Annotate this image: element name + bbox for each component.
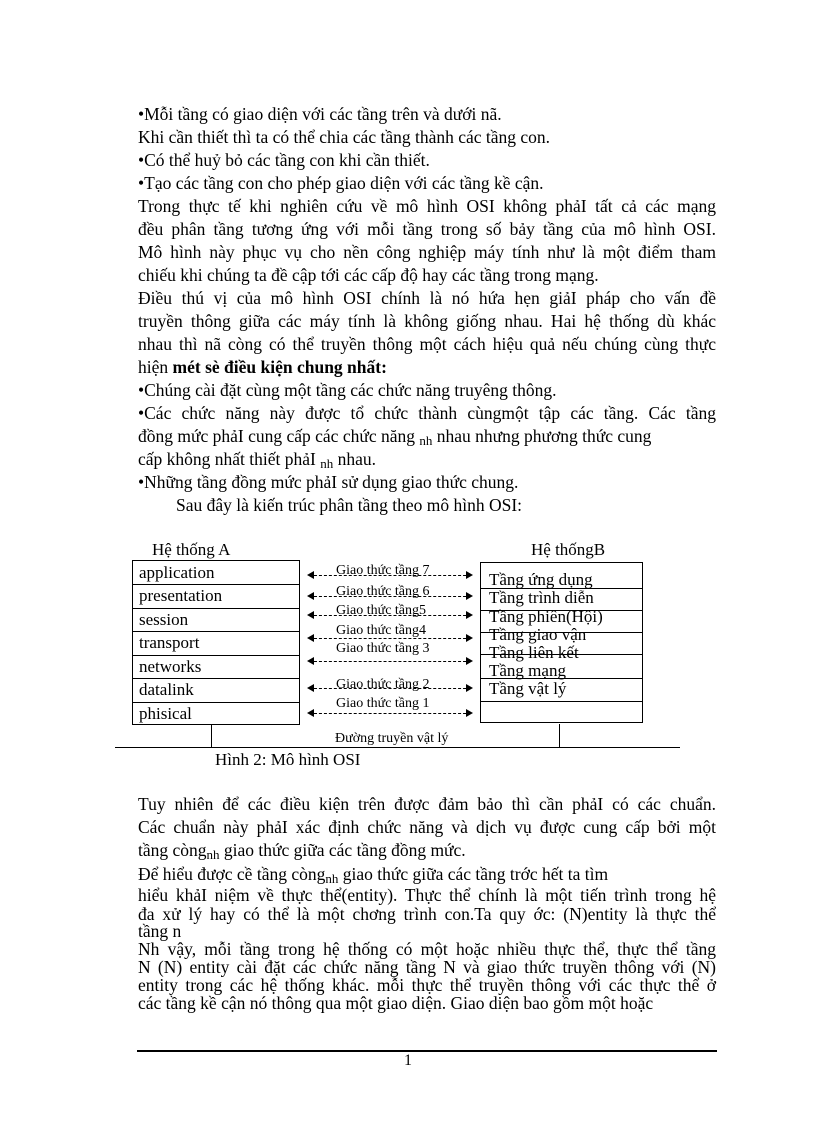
bold-text: mét sè điều kiện chung nhất: xyxy=(172,357,387,377)
text-line: •Chúng cài đặt cùng một tầng các chức năng truyêng thông. xyxy=(138,380,557,400)
text-line: Tuy nhiên để các điều kiện trên được đảm bảo thì cần phảI có các chuẩn. xyxy=(138,794,716,814)
text-span: nhau nhưng phương thức cung xyxy=(432,426,652,446)
layer-b-presentation: Tầng trình diễn xyxy=(489,588,594,607)
text-line: đều phân tầng tương ứng với mỗi tầng trong số bảy tầng của mô hình OSI. xyxy=(138,219,716,239)
protocol-arrow-2 xyxy=(309,688,471,689)
protocol-label-5: Giao thức tầng5 xyxy=(336,603,427,618)
text-line: Mô hình này phục vụ cho nền công nghiệp máy tính như là một điểm tham xyxy=(138,242,716,262)
text-line: nhau thì nã còng có thể truyền thông một cách hiệu quả nếu chúng cùng thực xyxy=(138,334,716,354)
layer-divider xyxy=(133,655,299,656)
text-line: đa xử lý hay có thể là một chơng trình con.Ta quy ớc: (N)entity là thực thể xyxy=(138,904,716,924)
text-line-with-sub xyxy=(138,448,376,472)
layer-divider xyxy=(133,608,299,609)
text-line: Các chuẩn này phảI xác định chức năng và dịch vụ được cung cấp bởi một xyxy=(138,817,716,837)
layer-a-datalink: datalink xyxy=(139,680,194,699)
text-span: cấp không nhất thiết phảI xyxy=(138,449,321,469)
text-line: entity trong các hệ thống khác. mỗi thực thể truyền thông với các thực thể ở xyxy=(138,975,716,995)
protocol-label-4: Giao thức tầng4 xyxy=(336,623,427,638)
text-line: Nh vậy, mỗi tầng trong hệ thống có một hoặc nhiều thực thể, thực thể tầng xyxy=(138,939,716,959)
text-line-with-sub xyxy=(138,425,651,449)
text-line: các tầng kề cận nó thông qua một giao diện. Giao diện bao gồm một hoặc xyxy=(138,993,654,1013)
layer-divider xyxy=(481,701,642,702)
protocol-arrow-6 xyxy=(309,596,471,597)
text-line: N (N) entity cài đặt các chức năng tầng N và giao thức truyền thông với (N) xyxy=(138,957,716,977)
text-line-with-sub xyxy=(138,839,466,863)
sub-text: nh xyxy=(419,433,433,448)
sub-text: nh xyxy=(325,871,339,886)
system-b-label: Hệ thốngB xyxy=(531,540,606,559)
text-line-with-bold xyxy=(138,356,387,378)
protocol-arrow-4 xyxy=(309,638,471,639)
layer-a-transport: transport xyxy=(139,633,200,652)
protocol-label-3: Giao thức tầng 3 xyxy=(336,641,430,656)
medium-connector-b xyxy=(559,724,560,747)
layer-a-presentation: presentation xyxy=(139,586,223,605)
sub-text: nh xyxy=(320,456,334,471)
layer-a-networks: networks xyxy=(139,657,202,676)
layer-b-network: Tầng liên kết xyxy=(489,643,579,662)
medium-line xyxy=(115,747,680,748)
layer-divider xyxy=(133,702,299,703)
layer-b-datalink: Tầng mạng xyxy=(489,661,566,680)
text-line: Sau đây là kiến trúc phân tầng theo mô hình OSI: xyxy=(176,495,523,515)
sub-text: nh xyxy=(206,847,220,862)
layer-b-application: Tầng ứng dụng xyxy=(489,570,593,589)
protocol-arrow-5 xyxy=(309,615,471,616)
protocol-label-7: Giao thức tầng 7 xyxy=(336,563,430,578)
layer-b-physical: Tầng vật lý xyxy=(489,679,567,698)
text-line: tầng n xyxy=(138,921,182,941)
protocol-arrow-3 xyxy=(309,661,471,662)
text-span: giao thức giữa các tầng đồng mức. xyxy=(219,840,466,860)
text-line: •Những tầng đồng mức phảI sử dụng giao thức chung. xyxy=(138,472,519,492)
text-line: •Các chức năng này được tổ chức thành cùngmột tập các tầng. Các tầng xyxy=(138,403,716,423)
text-span: nhau. xyxy=(333,449,377,469)
text-span: đồng mức phảI cung cấp các chức năng xyxy=(138,426,420,446)
layer-a-session: session xyxy=(139,610,189,629)
medium-label: Đường truyền vật lý xyxy=(335,731,449,746)
text-line: chiếu khi chúng ta đề cập tới các cấp độ hay các tầng trong mạng. xyxy=(138,265,599,285)
protocol-arrow-1 xyxy=(309,713,471,714)
layer-a-application: application xyxy=(139,563,215,582)
layer-divider xyxy=(133,631,299,632)
layer-b-session: Tầng phiên(Hội) xyxy=(489,607,603,626)
protocol-label-1: Giao thức tầng 1 xyxy=(336,696,430,711)
layer-a-physical: phisical xyxy=(139,704,192,723)
layer-divider xyxy=(133,584,299,585)
text-line: hiểu khảI niệm về thực thể(entity). Thực thể chính là một tiến trình trong hệ xyxy=(138,885,716,905)
text-line: •Có thể huỷ bỏ các tầng con khi cần thiết. xyxy=(138,150,430,170)
text-span: hiện xyxy=(138,357,173,377)
system-b-stack xyxy=(480,562,643,723)
protocol-arrow-7 xyxy=(309,575,471,576)
text-line: truyền thông giữa các máy tính là không giống nhau. Hai hệ thống dù khác xyxy=(138,311,716,331)
text-line: Khi cần thiết thì ta có thể chia các tầng thành các tầng con. xyxy=(138,127,551,147)
layer-b-transport: Tầng giao vận xyxy=(489,625,587,644)
system-a-label: Hệ thống A xyxy=(152,540,231,559)
protocol-label-6: Giao thức tầng 6 xyxy=(336,584,430,599)
figure-caption: Hình 2: Mô hình OSI xyxy=(215,750,361,769)
system-a-stack xyxy=(132,560,300,725)
text-line: •Mỗi tầng có giao diện với các tầng trên và dưới nã. xyxy=(138,104,502,124)
layer-divider xyxy=(133,678,299,679)
page-number: 1 xyxy=(404,1052,412,1069)
text-span: tầng còng xyxy=(138,840,207,860)
text-span: giao thức giữa các tầng trớc hết ta tìm xyxy=(338,864,609,884)
text-line: Điều thú vị của mô hình OSI chính là nó hứa hẹn giảI pháp cho vấn đề xyxy=(138,288,716,308)
protocol-label-2: Giao thức tầng 2 xyxy=(336,677,430,692)
text-span: Để hiểu được cề tầng còng xyxy=(138,864,326,884)
medium-connector-a xyxy=(211,724,212,747)
text-line: Trong thực tế khi nghiên cứu về mô hình OSI không phảI tất cả các mạng xyxy=(138,196,716,216)
text-line: •Tạo các tầng con cho phép giao diện với các tầng kề cận. xyxy=(138,173,544,193)
